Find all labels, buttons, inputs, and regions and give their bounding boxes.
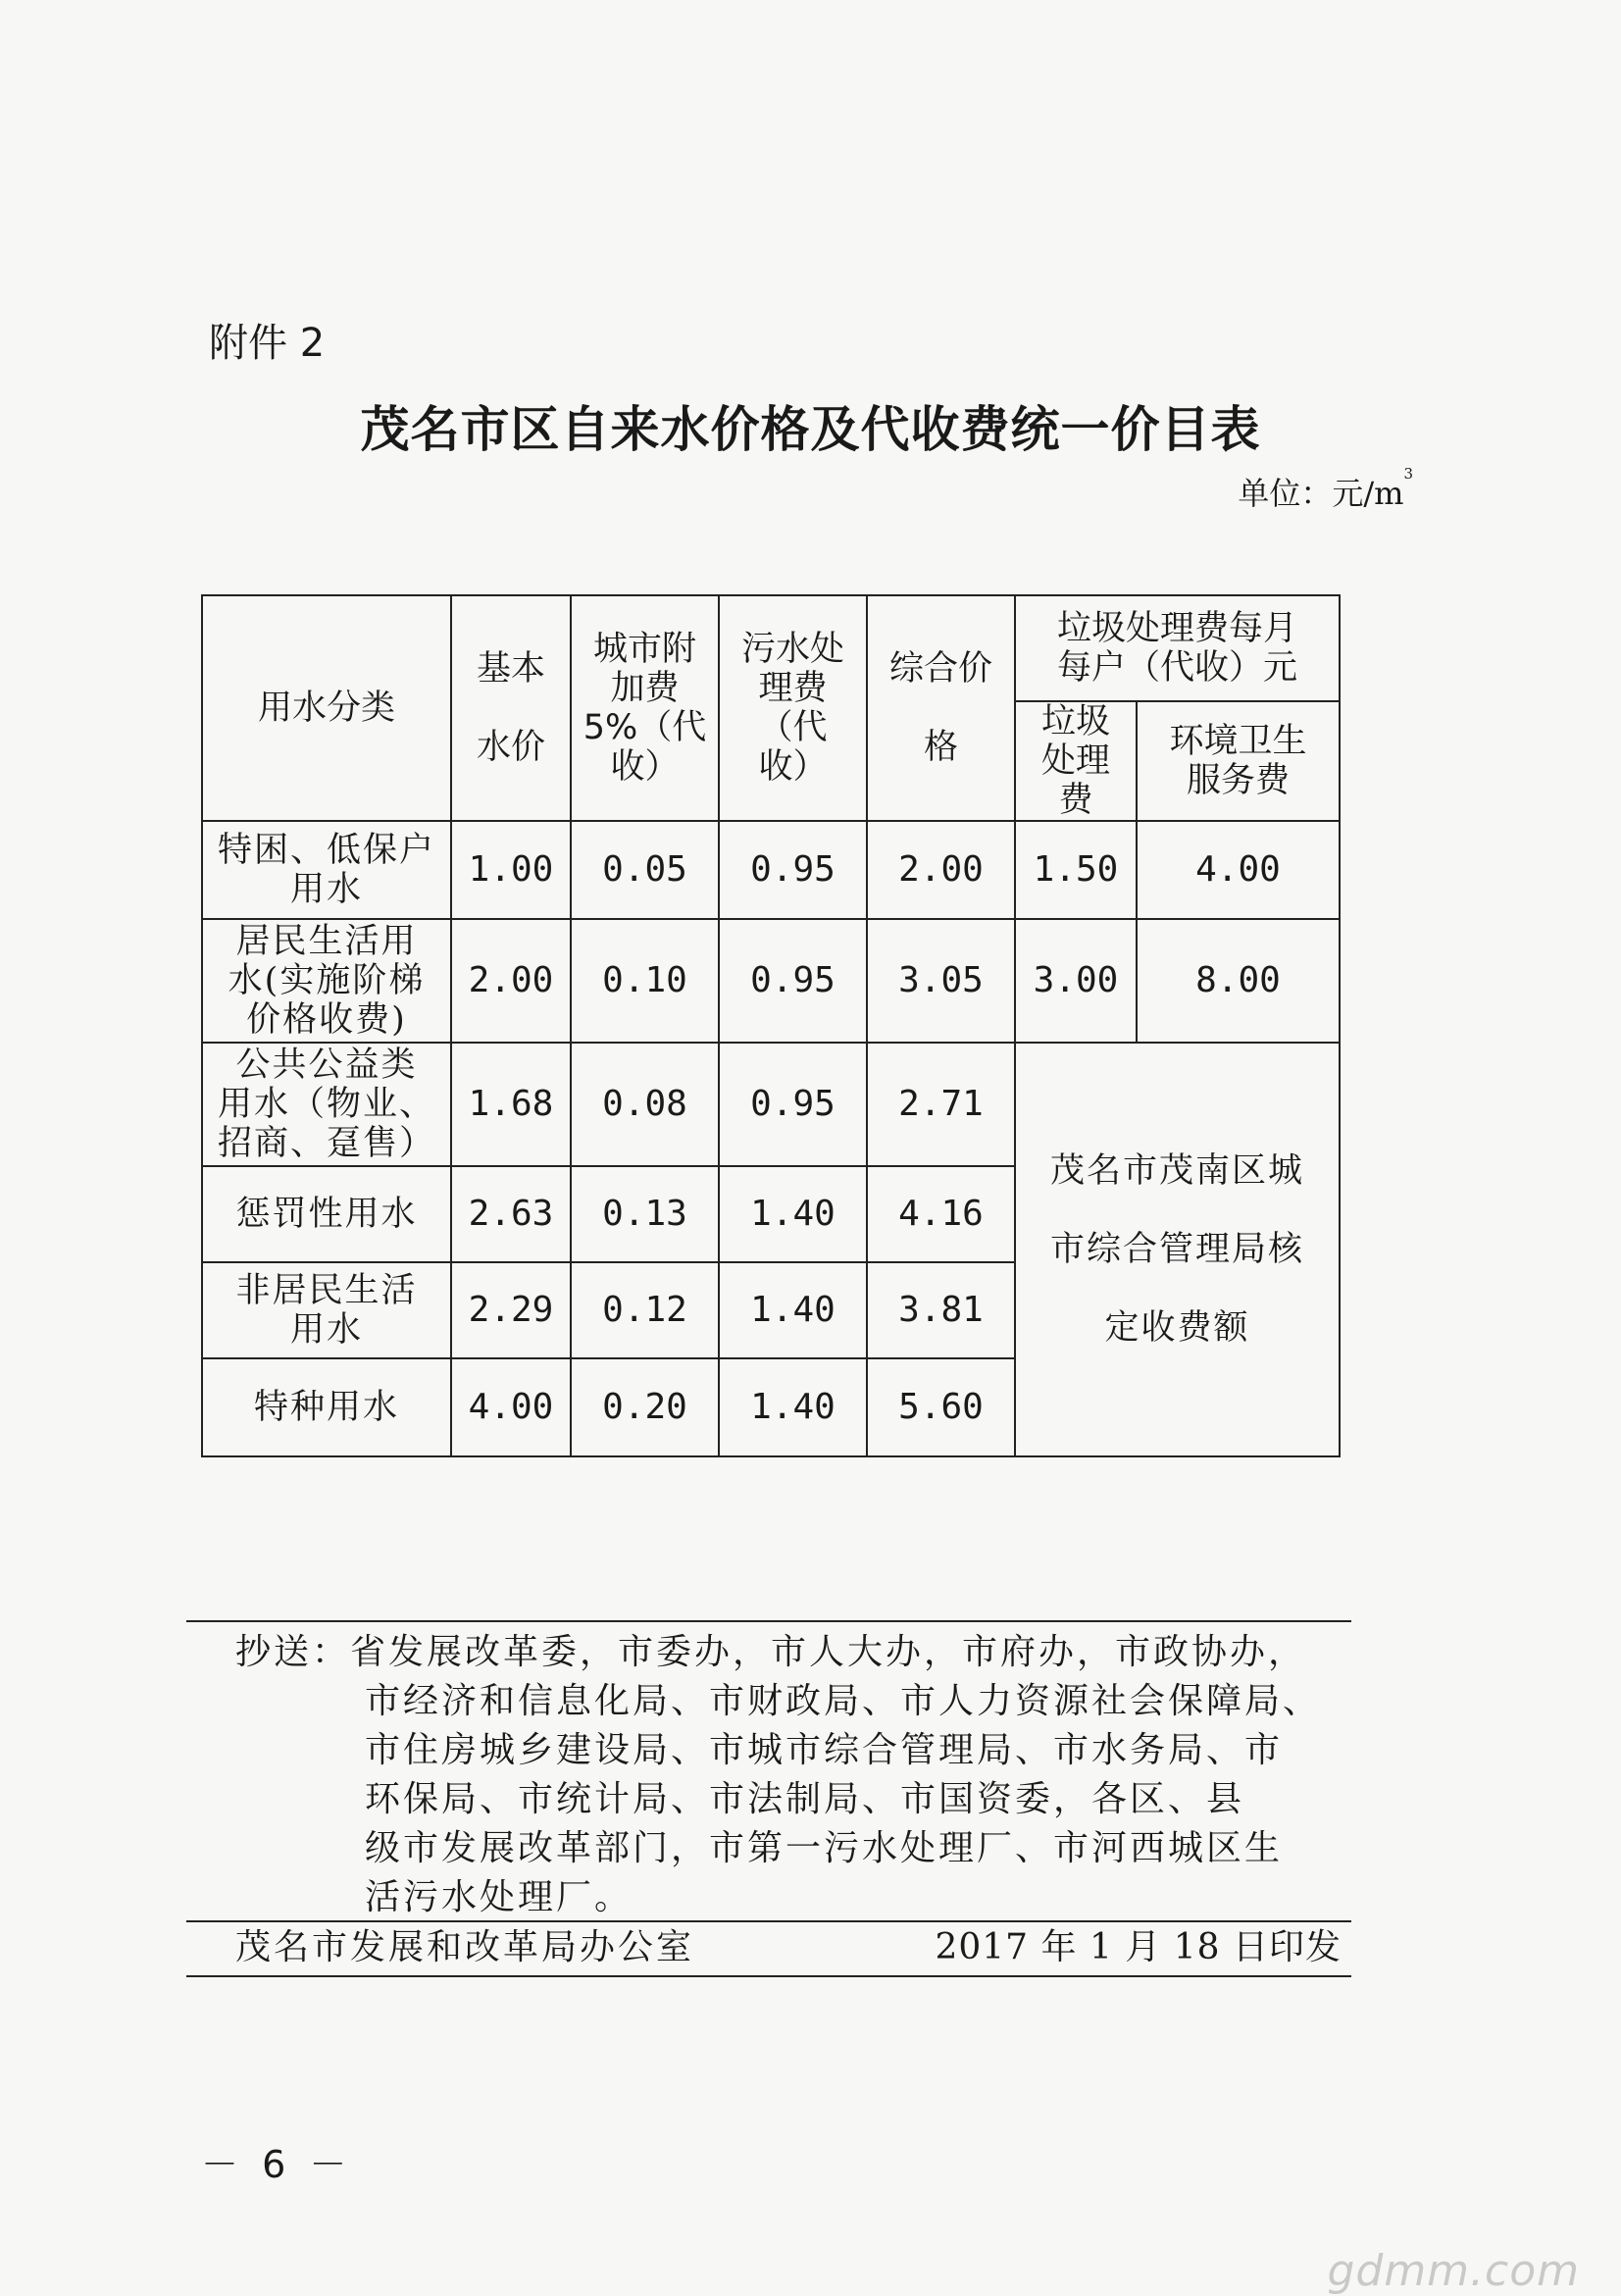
cell-sewage-fee: 0.95 [719,1043,867,1166]
cell-combined-price: 3.81 [867,1262,1015,1358]
cell-sewage-fee: 0.95 [719,919,867,1043]
header-sanitation-fee: 环境卫生 服务费 [1137,701,1340,821]
header-base-price: 基本 水价 [451,595,571,821]
cc-list [235,1628,1339,1922]
table-row [202,919,1340,1043]
header-garbage-fee: 垃圾 处理 费 [1015,701,1137,821]
price-table [201,594,1341,1457]
row-category: 特种用水 [202,1358,451,1456]
cell-sewage-fee: 1.40 [719,1166,867,1262]
unit-label [1238,465,1413,514]
cc-bottom-rule [186,1975,1351,1977]
unit-superscript: 3 [1403,465,1413,483]
cell-sanitation-fee: 8.00 [1137,919,1340,1043]
header-city-surcharge: 城市附 加费 5%（代 收） [571,595,719,821]
cell-base-price: 4.00 [451,1358,571,1456]
header-combined-price: 综合价 格 [867,595,1015,821]
cell-sewage-fee: 1.40 [719,1358,867,1456]
unit-text: 单位：元/m [1238,475,1404,512]
cell-city-surcharge: 0.10 [571,919,719,1043]
cell-base-price: 2.00 [451,919,571,1043]
cell-combined-price: 2.71 [867,1043,1015,1166]
cc-middle-rule [186,1920,1351,1922]
cell-base-price: 2.63 [451,1166,571,1262]
row-category: 非居民生活 用水 [202,1262,451,1358]
cell-base-price: 1.00 [451,821,571,919]
row-category: 公共公益类 用水（物业、 招商、趸售） [202,1043,451,1166]
cell-garbage-fee: 3.00 [1015,919,1137,1043]
cell-combined-price: 3.05 [867,919,1015,1043]
issuer: 茂名市发展和改革局办公室 [235,1927,695,1967]
header-sewage-fee: 污水处 理费 （代 收） [719,595,867,821]
cell-base-price: 2.29 [451,1262,571,1358]
cell-sewage-fee: 1.40 [719,1262,867,1358]
cell-city-surcharge: 0.05 [571,821,719,919]
cell-combined-price: 2.00 [867,821,1015,919]
attachment-label: 附件 2 [209,321,326,366]
cc-top-rule [186,1620,1351,1622]
cell-city-surcharge: 0.08 [571,1043,719,1166]
header-category: 用水分类 [202,595,451,821]
page-number: － 6 － [201,2143,353,2186]
cell-base-price: 1.68 [451,1043,571,1166]
table-row [202,821,1340,919]
cc-line: 抄送：省发展改革委，市委办，市人大办，市府办，市政协办， [235,1632,1307,1672]
cell-city-surcharge: 0.12 [571,1262,719,1358]
cell-combined-price: 5.60 [867,1358,1015,1456]
row-category: 特困、低保户 用水 [202,821,451,919]
cc-line: 市住房城乡建设局、市城市综合管理局、市水务局、市 [365,1730,1284,1770]
cc-line: 市经济和信息化局、市财政局、市人力资源社会保障局、 [365,1681,1322,1721]
table-header-row [202,595,1340,701]
row-category: 惩罚性用水 [202,1166,451,1262]
cell-city-surcharge: 0.13 [571,1166,719,1262]
table-row [202,1043,1340,1166]
merged-note: 茂名市茂南区城 市综合管理局核 定收费额 [1015,1043,1340,1456]
cc-line: 级市发展改革部门，市第一污水处理厂、市河西城区生 [365,1828,1284,1868]
cell-garbage-fee: 1.50 [1015,821,1137,919]
cc-line: 环保局、市统计局、市法制局、市国资委，各区、县 [365,1779,1245,1819]
watermark-logo: gdmm.com [1327,2246,1580,2296]
issue-date: 2017 年 1 月 18 日印发 [935,1927,1342,1967]
cc-line: 活污水处理厂。 [365,1877,633,1917]
header-garbage-group: 垃圾处理费每月 每户（代收）元 [1015,595,1340,701]
document-title: 茂名市区自来水价格及代收费统一价目表 [360,401,1261,458]
cell-city-surcharge: 0.20 [571,1358,719,1456]
cell-combined-price: 4.16 [867,1166,1015,1262]
cell-sewage-fee: 0.95 [719,821,867,919]
row-category: 居民生活用 水(实施阶梯 价格收费) [202,919,451,1043]
cell-sanitation-fee: 4.00 [1137,821,1340,919]
